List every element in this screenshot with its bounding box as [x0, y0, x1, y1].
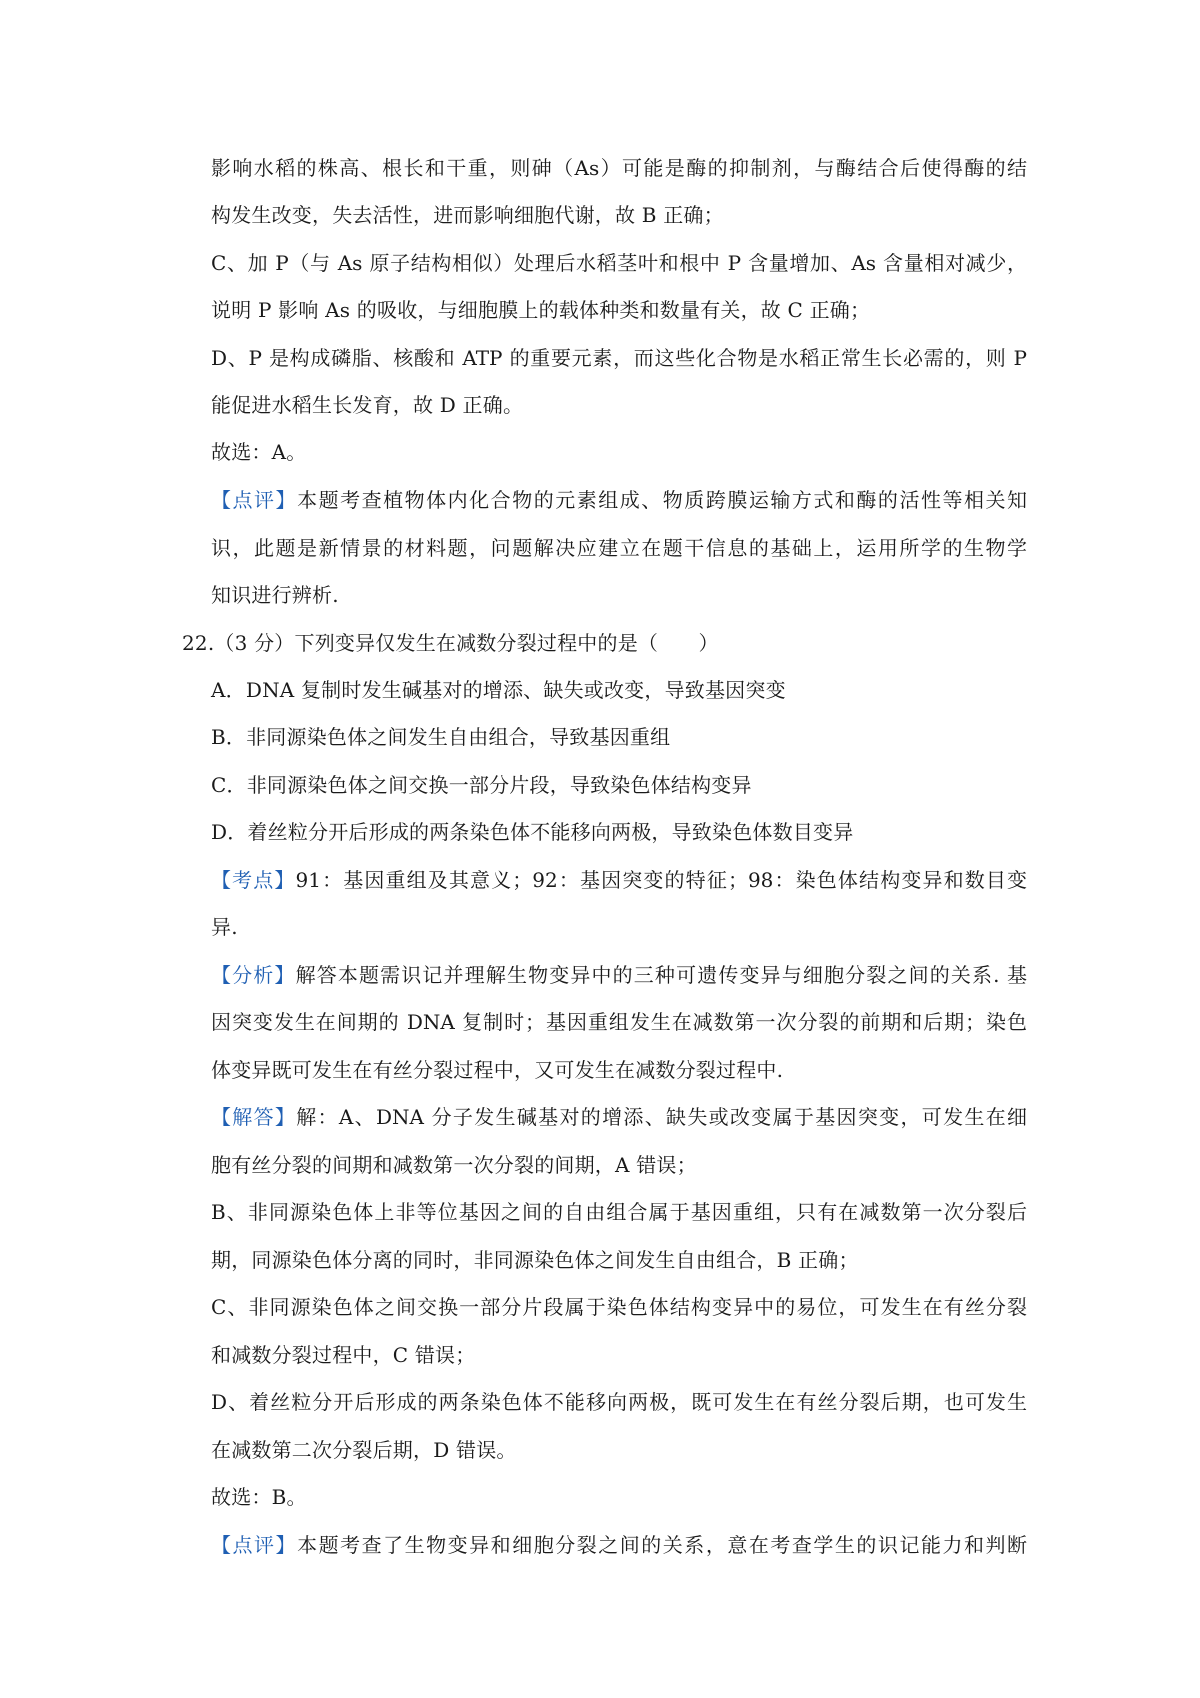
jieda-text: 解：A、DNA 分子发生碱基对的增添、缺失或改变属于基因突变，可发生在细	[296, 1105, 1028, 1129]
answer-text-line: 能促进水稻生长发育，故 D 正确。	[211, 393, 524, 417]
comment-tag: 【点评】	[211, 1533, 298, 1557]
jieda-line: D、着丝粒分开后形成的两条染色体不能移向两极，既可发生在有丝分裂后期，也可发生	[211, 1390, 1027, 1414]
kaodian-text: 91：基因重组及其意义；92：基因突变的特征；98：染色体结构变异和数目变	[295, 868, 1027, 892]
comment-text: 本题考查植物体内化合物的元素组成、物质跨膜运输方式和酶的活性等相关知	[297, 488, 1028, 512]
jieda-line: C、非同源染色体之间交换一部分片段属于染色体结构变异中的易位，可发生在有丝分裂	[211, 1295, 1027, 1319]
fenxi-line: 因突变发生在间期的 DNA 复制时；基因重组发生在减数第一次分裂的前期和后期；染色	[211, 1010, 1027, 1034]
fenxi-line: 体变异既可发生在有丝分裂过程中，又可发生在减数分裂过程中.	[211, 1058, 784, 1082]
question-stem: 22.（3 分）下列变异仅发生在减数分裂过程中的是（ ）	[182, 631, 719, 655]
comment-line: 知识进行辨析.	[211, 583, 339, 607]
answer-choice-line: 故选：A。	[211, 440, 307, 464]
comment-line	[211, 488, 1027, 512]
option-d: D．着丝粒分开后形成的两条染色体不能移向两极，导致染色体数目变异	[211, 820, 854, 844]
jieda-line: 在减数第二次分裂后期，D 错误。	[211, 1438, 517, 1462]
option-c: C．非同源染色体之间交换一部分片段，导致染色体结构变异	[211, 773, 752, 797]
kaodian-line: 异.	[211, 915, 238, 939]
answer-text-line: D、P 是构成磷脂、核酸和 ATP 的重要元素，而这些化合物是水稻正常生长必需的，则 P	[211, 346, 1027, 370]
jieda-line: 胞有丝分裂的间期和减数第一次分裂的间期，A 错误；	[211, 1153, 697, 1177]
fenxi-line	[211, 963, 1027, 987]
comment-text: 本题考查了生物变异和细胞分裂之间的关系，意在考查学生的识记能力和判断	[297, 1533, 1028, 1557]
option-b: B．非同源染色体之间发生自由组合，导致基因重组	[211, 725, 671, 749]
answer-text-line: 影响水稻的株高、根长和干重，则砷（As）可能是酶的抑制剂，与酶结合后使得酶的结	[211, 156, 1027, 180]
comment-line: 识，此题是新情景的材料题，问题解决应建立在题干信息的基础上，运用所学的生物学	[211, 536, 1027, 560]
comment-tag: 【点评】	[211, 488, 298, 512]
answer-text-line: C、加 P（与 As 原子结构相似）处理后水稻茎叶和根中 P 含量增加、As 含量相对减少，	[211, 251, 1027, 275]
kaodian-line	[211, 868, 1027, 892]
option-a: A．DNA 复制时发生碱基对的增添、缺失或改变，导致基因突变	[211, 678, 786, 702]
answer-choice-line: 故选：B。	[211, 1485, 307, 1509]
answer-text-line: 说明 P 影响 As 的吸收，与细胞膜上的载体种类和数量有关，故 C 正确；	[211, 298, 871, 322]
jieda-line: B、非同源染色体上非等位基因之间的自由组合属于基因重组，只有在减数第一次分裂后	[211, 1200, 1027, 1224]
fenxi-tag: 【分析】	[211, 963, 296, 987]
jieda-tag: 【解答】	[211, 1105, 297, 1129]
fenxi-text: 解答本题需识记并理解生物变异中的三种可遗传变异与细胞分裂之间的关系. 基	[295, 963, 1028, 987]
kaodian-tag: 【考点】	[211, 868, 296, 892]
jieda-line: 和减数分裂过程中，C 错误；	[211, 1343, 476, 1367]
jieda-line: 期，同源染色体分离的同时，非同源染色体之间发生自由组合，B 正确；	[211, 1248, 859, 1272]
answer-text-line: 构发生改变，失去活性，进而影响细胞代谢，故 B 正确；	[211, 203, 724, 227]
jieda-line	[211, 1105, 1027, 1129]
comment-line	[211, 1533, 1027, 1557]
